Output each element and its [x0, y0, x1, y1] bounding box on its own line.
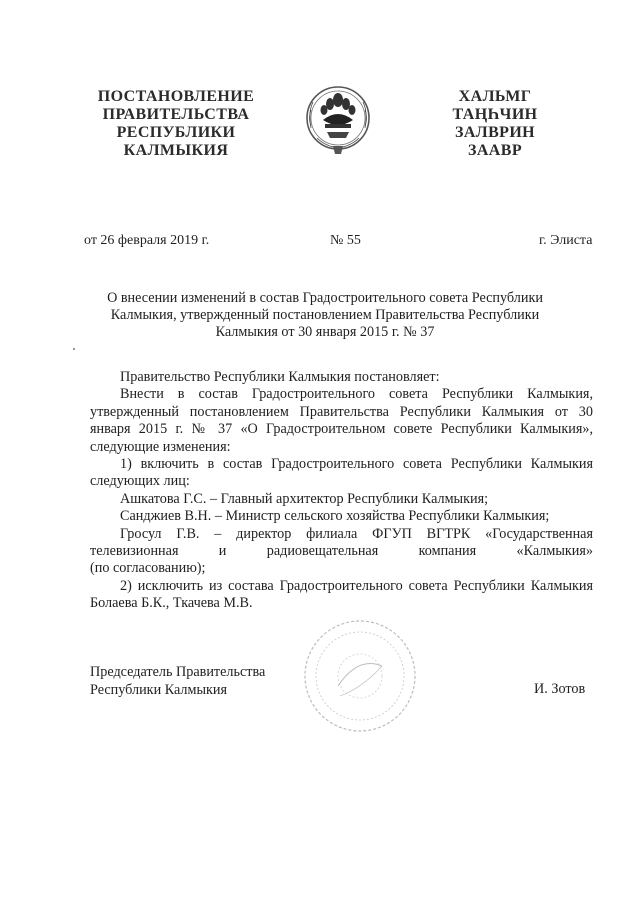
person-entry: Санджиев В.Н. – Министр сельского хозяйства Республики Калмыкия;	[120, 508, 550, 525]
header-right-line: ЗААВР	[468, 142, 522, 159]
person-entry: Ашкатова Г.С. – Главный архитектор Республики Калмыкия;	[120, 490, 489, 507]
kalmykia-coat-of-arms-icon	[303, 80, 373, 160]
title-line: Калмыкия, утвержденный постановлением Правительства Республики	[110, 307, 540, 323]
person-entry-continued: (по согласованию);	[90, 560, 206, 577]
title-line: О внесении изменений в состав Градостроительного совета Республики	[107, 290, 543, 306]
document-date: от 26 февраля 2019 г.	[84, 233, 210, 248]
paragraph-main: Внести в состав Градостроительного совета Республики Калмыкия, утвержденный постановлением Правительства Республики Калмыкия от 30 января 2015 г. № 37 «О Градостроительном совете Республики Калмыкия», следующие изменения:	[90, 386, 593, 455]
header-right-title	[430, 88, 560, 160]
signatory-position-line: Республики Калмыкия	[90, 682, 228, 698]
signatory-position	[90, 663, 265, 699]
header-left-line: РЕСПУБЛИКИ	[116, 124, 236, 141]
document-body	[90, 369, 593, 613]
document-number: № 55	[330, 233, 361, 248]
official-seal-icon	[300, 616, 420, 736]
scan-artifact	[73, 348, 75, 350]
header-left-title	[96, 88, 256, 160]
header-left-line: ПОСТАНОВЛЕНИЕ	[97, 88, 255, 105]
person-entry: Гросул Г.В. – директор филиала ФГУП ВГТРК «Государственная	[120, 525, 593, 542]
intro-paragraph: Правительство Республики Калмыкия постановляет:	[120, 369, 440, 385]
signatory-position-line: Председатель Правительства	[90, 664, 266, 680]
signatory-name: И. Зотов	[534, 681, 586, 697]
header-right-line: ХАЛЬМГ	[458, 88, 532, 105]
list-item-2: 2) исключить из состава Градостроительного совета Республики Калмыкия Болаева Б.К., Ткачева М.В.	[90, 577, 593, 612]
header-left-line: ПРАВИТЕЛЬСТВА	[102, 106, 250, 123]
header-right-line: ТАҢҺЧИН	[452, 106, 538, 123]
person-entry-continued: телевизионная и радиовещательная компания «Калмыкия»	[90, 543, 593, 560]
header-right-line: ЗАЛВРИН	[454, 124, 536, 141]
title-line: Калмыкия от 30 января 2015 г. № 37	[215, 324, 435, 340]
document-city: г. Элиста	[539, 233, 593, 248]
list-item-1: 1) включить в состав Градостроительного совета Республики Калмыкия следующих лиц:	[90, 456, 593, 490]
document-title	[90, 290, 560, 341]
header-left-line: КАЛМЫКИЯ	[123, 142, 229, 159]
